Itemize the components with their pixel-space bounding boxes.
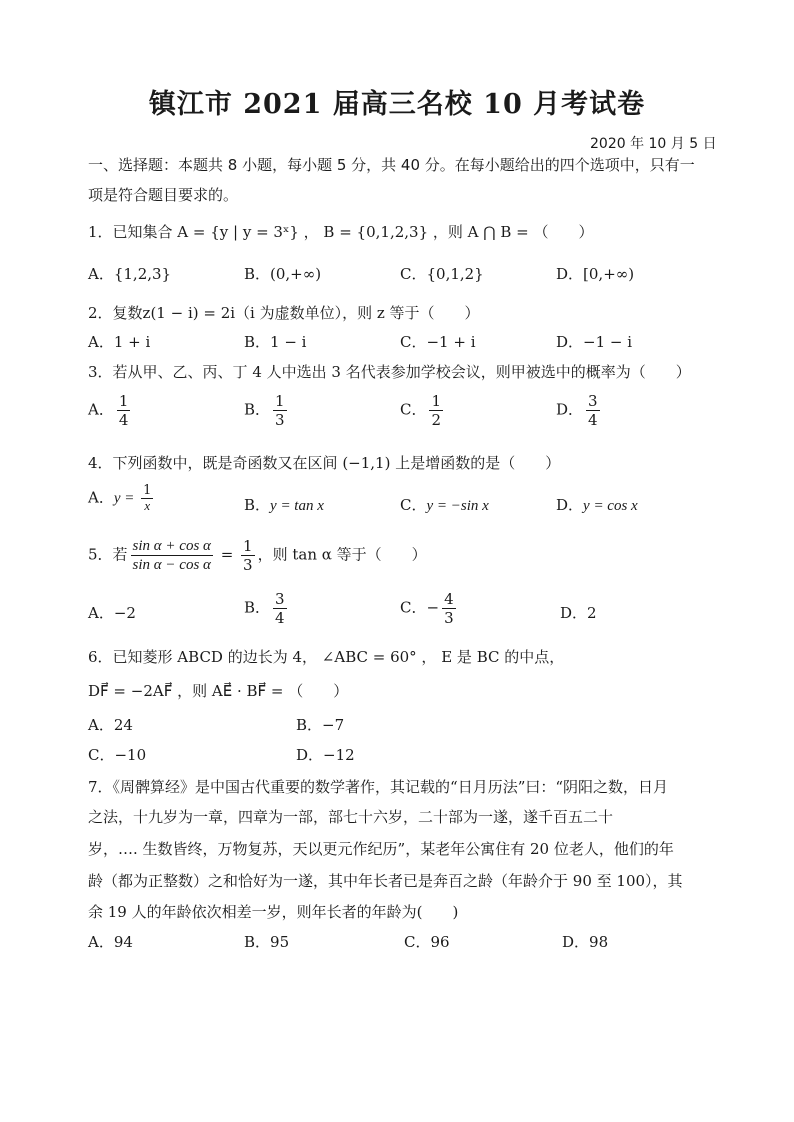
- option-label: C．: [400, 496, 427, 514]
- question-6-option-a: A．24: [88, 716, 133, 734]
- question-4-option-a: [88, 484, 156, 513]
- fraction-denominator: 4: [588, 411, 598, 429]
- fraction-numerator: 1: [118, 392, 129, 410]
- fraction-numerator: 4: [444, 590, 454, 608]
- option-label: D．: [556, 400, 584, 419]
- fraction-denominator: sin α − cos α: [132, 557, 211, 573]
- fraction-numerator: 1: [243, 537, 253, 555]
- question-2-option-d: D．−1 − i: [556, 333, 633, 351]
- question-1-option-c: C．{0,1,2}: [400, 265, 484, 283]
- question-2-option-c: C．−1 + i: [400, 333, 476, 351]
- option-expression: y = −sin x: [426, 498, 489, 514]
- question-suffix: ，则 tan α 等于（ ）: [257, 545, 427, 564]
- question-2-option-a: A．1 + i: [88, 333, 151, 351]
- fraction-denominator: 3: [243, 556, 253, 574]
- question-4-option-c: [400, 494, 489, 515]
- question-3-option-c: [400, 392, 446, 429]
- question-7-line-2: 之法，十九岁为一章，四章为一部，部七十六岁，二十部为一遂，遂千百五二十: [88, 808, 614, 826]
- option-label: B．: [244, 400, 271, 419]
- fraction-denominator: 2: [431, 411, 442, 429]
- question-5-option-d: [560, 602, 597, 623]
- exam-date: 2020 年 10 月 5 日: [590, 136, 717, 152]
- option-label: C．: [400, 598, 427, 617]
- question-7-option-b: B．95: [244, 933, 290, 951]
- question-1-option-a: A．{1,2,3}: [88, 265, 172, 283]
- question-1-stem: 1．已知集合 A = {y | y = 3ˣ} ， B = {0,1,2,3} ，则 A ⋂ B = （ ）: [88, 223, 594, 241]
- fraction-numerator: 1: [431, 392, 442, 410]
- section-instructions-line-1: 一、选择题：本题共 8 小题，每小题 5 分，共 40 分。在每小题给出的四个选项中，只有一: [88, 156, 695, 174]
- question-5-option-a: [88, 602, 136, 623]
- option-label: D．: [556, 496, 584, 514]
- question-4-stem: 4．下列函数中，既是奇函数又在区间 (−1,1) 上是增函数的是（ ）: [88, 454, 561, 472]
- fraction-numerator: 1: [143, 483, 152, 498]
- question-6-option-c: C．−10: [88, 746, 147, 764]
- option-expression: y =: [113, 490, 139, 507]
- question-7-option-d: D．98: [562, 933, 609, 951]
- question-3-option-b: [244, 392, 290, 429]
- fraction-denominator: 4: [275, 609, 285, 627]
- option-label: C．: [400, 400, 427, 419]
- option-label: A．: [88, 400, 114, 419]
- fraction-numerator: sin α + cos α: [132, 538, 211, 554]
- fraction-denominator: 4: [118, 411, 129, 429]
- question-5-option-c: [400, 590, 459, 627]
- question-7-option-c: C．96: [404, 933, 450, 951]
- question-5-option-b: [244, 590, 290, 627]
- option-expression: 2: [587, 604, 597, 622]
- question-4-option-d: [556, 494, 638, 515]
- question-6-option-b: B．−7: [296, 716, 345, 734]
- question-3-option-a: [88, 392, 133, 429]
- option-label: B．: [244, 496, 271, 514]
- question-7-line-3: 岁，…. 生数皆终，万物复苏，天以更元作纪历”，某老年公寓住有 20 位老人，他们的年: [88, 840, 674, 858]
- option-label: B．: [244, 598, 271, 617]
- question-5-stem: [88, 537, 427, 574]
- question-1-option-d: D．[0,+∞): [556, 265, 635, 283]
- question-2-stem: 2．复数z(1 − i) = 2i（i 为虚数单位），则 z 等于（ ）: [88, 304, 480, 322]
- page-title: 镇江市 2021 届高三名校 10 月考试卷: [148, 89, 646, 120]
- question-7-line-1: 7．《周髀算经》是中国古代重要的数学著作，其记载的“日月历法”曰：“阴阳之数，日月: [88, 778, 669, 796]
- question-6-option-d: D．−12: [296, 746, 355, 764]
- question-1-option-b: B．(0,+∞): [244, 265, 322, 283]
- question-6-stem-line-2: DF⃗ = −2AF⃗ ，则 AE⃗ · BF⃗ = （ ）: [88, 682, 349, 700]
- question-7-line-5: 余 19 人的年龄依次相差一岁，则年长者的年龄为( ): [88, 903, 459, 921]
- question-7-option-a: A．94: [88, 933, 133, 951]
- minus-sign: −: [426, 598, 440, 617]
- option-label: A．: [88, 604, 114, 622]
- option-expression: y = cos x: [583, 498, 638, 514]
- fraction-numerator: 3: [275, 590, 285, 608]
- question-7-line-4: 龄（都为正整数）之和恰好为一遂，其中年长者已是奔百之龄（年龄介于 90 至 100），其: [88, 872, 683, 890]
- section-instructions-line-2: 项是符合题目要求的。: [88, 186, 239, 204]
- fraction-denominator: x: [144, 498, 151, 513]
- question-6-stem-line-1: 6．已知菱形 ABCD 的边长为 4， ∠ABC = 60° ， E 是 BC 的中点，: [88, 648, 565, 666]
- question-2-option-b: B．1 − i: [244, 333, 307, 351]
- fraction-numerator: 3: [588, 392, 598, 410]
- fraction-denominator: 3: [275, 411, 285, 429]
- question-3-option-d: [556, 392, 603, 429]
- question-4-option-b: [244, 494, 324, 515]
- option-label: D．: [560, 604, 588, 622]
- option-expression: −2: [113, 604, 136, 622]
- option-expression: y = tan x: [270, 498, 324, 514]
- option-label: A．: [88, 488, 114, 507]
- fraction-numerator: 1: [275, 392, 285, 410]
- equals-sign: =: [215, 545, 239, 564]
- question-prefix: 5．若: [88, 545, 128, 564]
- fraction-denominator: 3: [444, 609, 454, 627]
- question-3-stem: 3．若从甲、乙、丙、丁 4 人中选出 3 名代表参加学校会议，则甲被选中的概率为（ ）: [88, 363, 691, 381]
